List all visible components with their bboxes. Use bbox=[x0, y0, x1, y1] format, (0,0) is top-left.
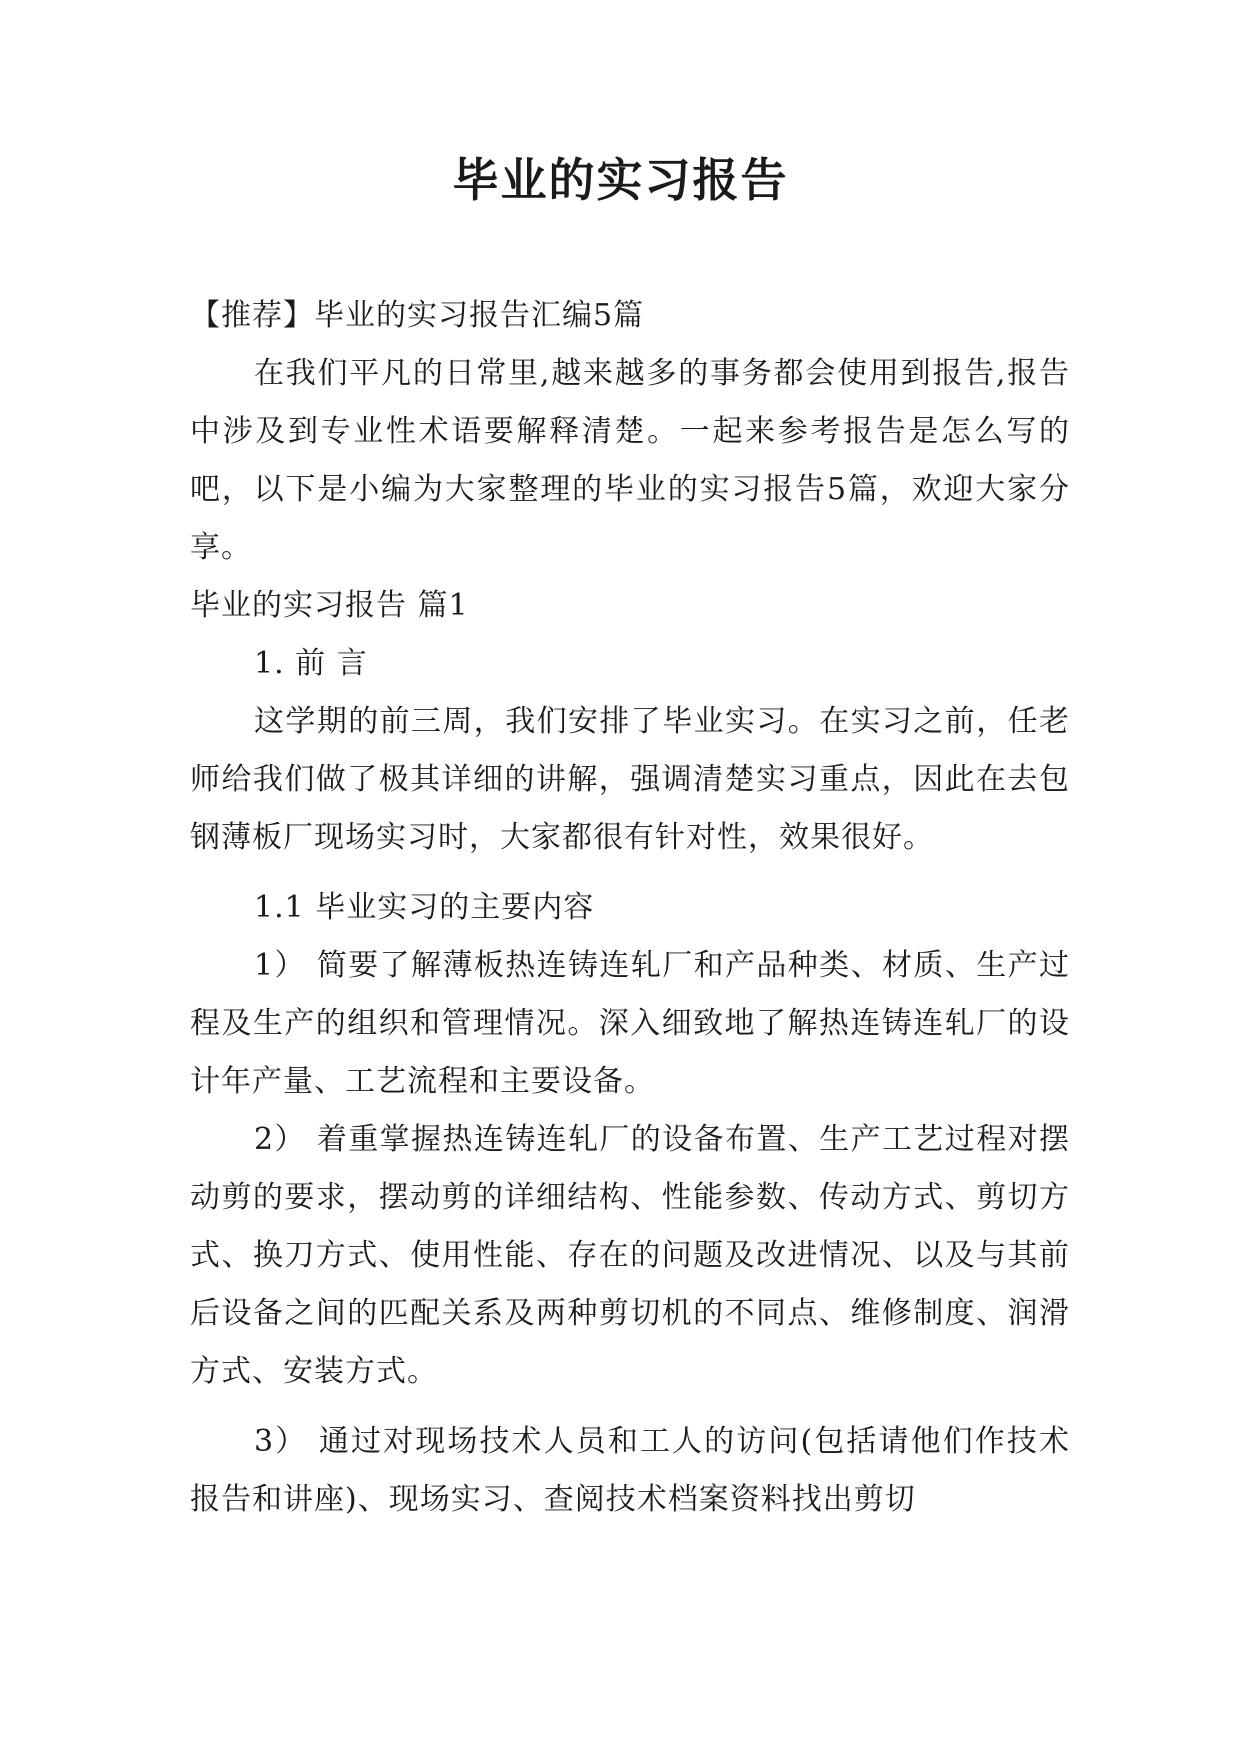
paragraph: 2） 着重掌握热连铸连轧厂的设备布置、生产工艺过程对摆动剪的要求，摆动剪的详细结构、性能参数、传动方式、剪切方式、换刀方式、使用性能、存在的问题及改进情况、以及与其前后设备之间的匹配关系及两种剪切机的不同点、维修制度、润滑方式、安装方式。 bbox=[190, 1122, 1070, 1389]
paragraph: 毕业的实习报告 篇1 bbox=[190, 588, 469, 623]
paragraph: 1） 简要了解薄板热连铸连轧厂和产品种类、材质、生产过程及生产的组织和管理情况。深入细致地了解热连铸连轧厂的设计年产量、工艺流程和主要设备。 bbox=[190, 948, 1070, 1099]
paragraph: 这学期的前三周，我们安排了毕业实习。在实习之前，任老师给我们做了极其详细的讲解，强调清楚实习重点，因此在去包钢薄板厂现场实习时，大家都很有针对性，效果很好。 bbox=[190, 704, 1070, 855]
paragraph: 在我们平凡的日常里,越来越多的事务都会使用到报告,报告中涉及到专业性术语要解释清楚。一起来参考报告是怎么写的吧，以下是小编为大家整理的毕业的实习报告5篇，欢迎大家分享。 bbox=[190, 356, 1070, 565]
paragraph: 3） 通过对现场技术人员和工人的访问(包括请他们作技术报告和讲座)、现场实习、查阅技术档案资料找出剪切 bbox=[190, 1424, 1070, 1517]
paragraph: 1.1 毕业实习的主要内容 bbox=[254, 890, 595, 925]
paragraph: 【推荐】毕业的实习报告汇编5篇 bbox=[190, 298, 645, 333]
document-title: 毕业的实习报告 bbox=[452, 153, 789, 207]
document-body bbox=[190, 287, 1070, 1529]
paragraph: 1. 前 言 bbox=[254, 646, 368, 681]
